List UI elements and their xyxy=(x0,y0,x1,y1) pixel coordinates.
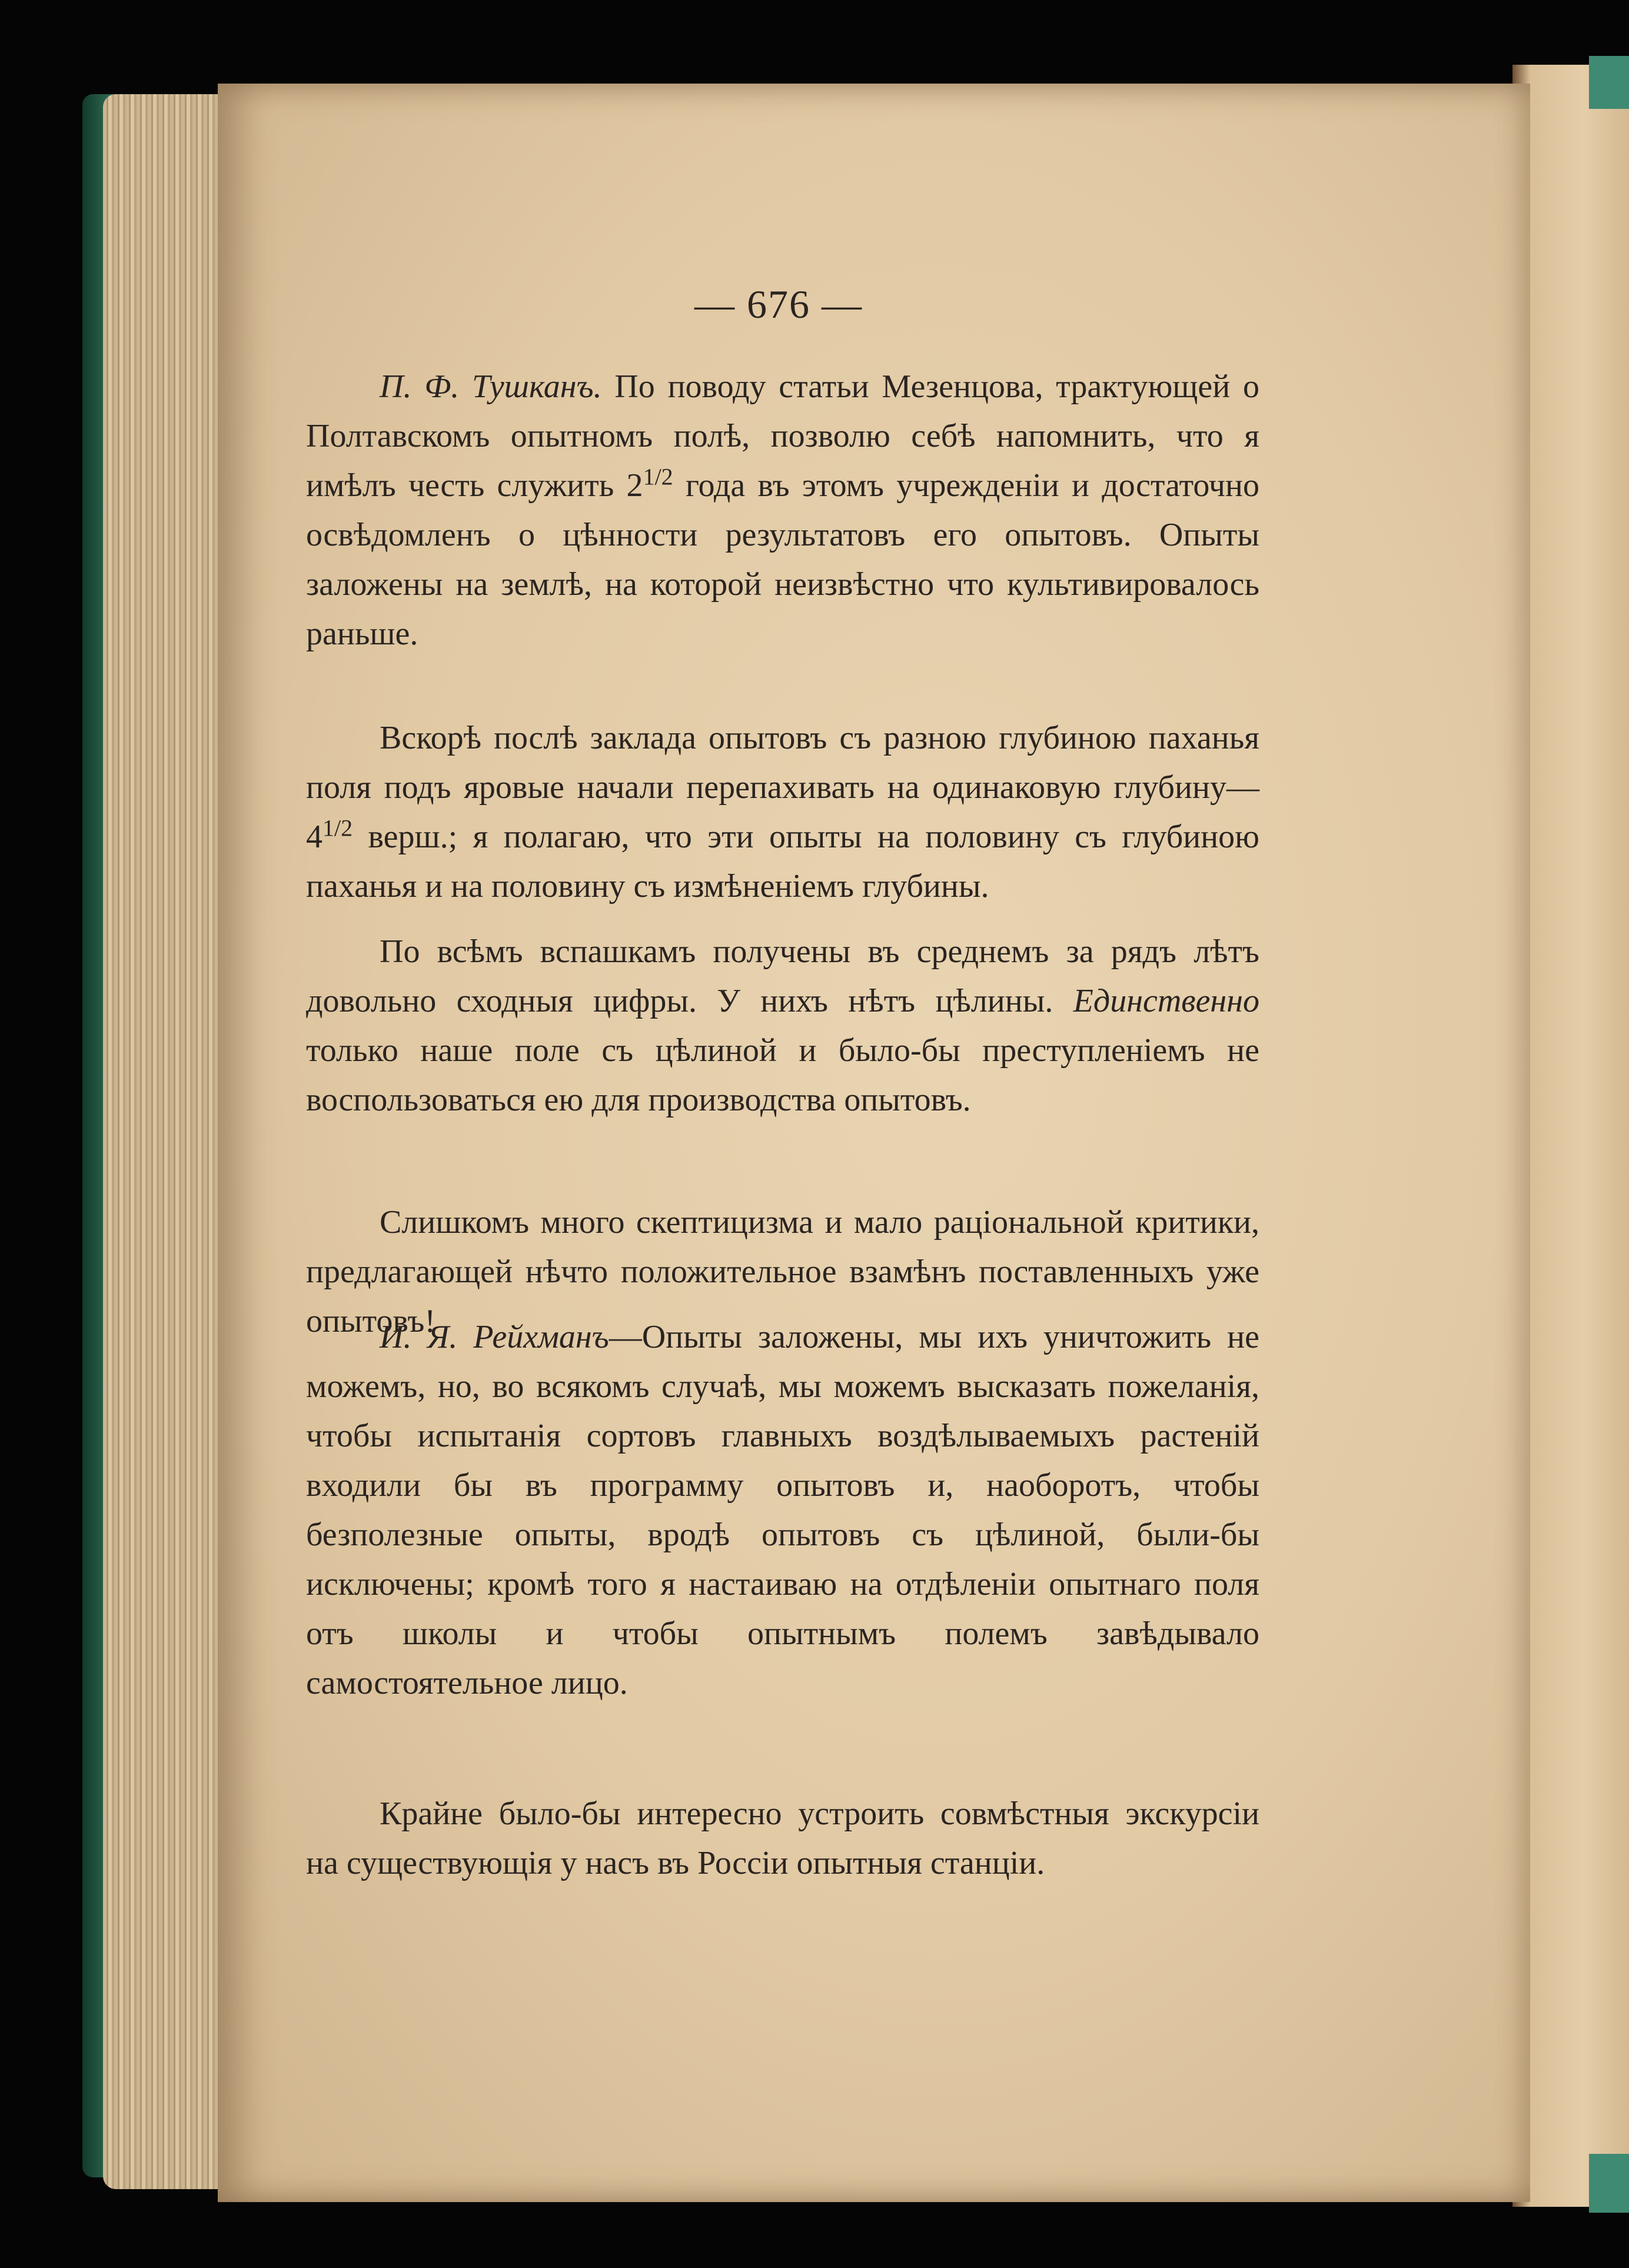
paragraph-text: —Опыты заложены, мы ихъ уничтожить не можемъ, но, во всякомъ случаѣ, мы можемъ высказать пожеланія, чтобы испытанія сортовъ главныхъ воздѣлываемыхъ растеній входили бы въ программу опытовъ и, наоборотъ, чтобы безполезные опыты, вродѣ опытовъ съ цѣлиной, были-бы исключены; кромѣ того я настаиваю на отдѣленіи опытнаго поля отъ школы и чтобы опытнымъ полемъ завѣдывало самостоятельное лицо. xyxy=(306,1319,1259,1701)
fraction: 1/2 xyxy=(643,463,673,490)
page-number: — 676 — xyxy=(694,282,863,327)
paragraph-text: По поводу статьи Мезенцова, трактующей о Полтавскомъ опытномъ полѣ, позволю себѣ напомнить, что я имѣлъ честь служить 2 xyxy=(306,368,1259,504)
paragraph-text: года въ этомъ учрежденіи и достаточно освѣдомленъ о цѣнности результатовъ его опытовъ. Опыты заложены на землѣ, на которой неизвѣстно что культивировалось раньше. xyxy=(306,467,1259,652)
paragraph-text: По всѣмъ вспашкамъ получены въ среднемъ за рядъ лѣтъ довольно сходныя цифры. У нихъ нѣтъ цѣлины. xyxy=(306,933,1259,1019)
fraction: 1/2 xyxy=(323,814,353,842)
cover-corner-bottom xyxy=(1589,2154,1629,2213)
paragraph-text: верш.; я полагаю, что эти опыты на половину съ глубиною паханья и на половину съ измѣненіемъ глубины. xyxy=(306,819,1259,904)
paragraph-reikhman xyxy=(306,1312,1259,1708)
paragraph-text: Вскорѣ послѣ заклада опытовъ съ разною глубиною паханья поля подъ яровые начали перепахивать на одинаковую глубину—4 xyxy=(306,720,1259,855)
cover-corner-top xyxy=(1589,56,1629,109)
paragraph-text: только наше поле съ цѣлиной и было-бы преступленіемъ не воспользоваться ею для производства опытовъ. xyxy=(306,1032,1259,1118)
paragraph-2 xyxy=(306,713,1259,911)
paragraph-3 xyxy=(306,927,1259,1125)
speaker-name: И. Я. Рейхманъ xyxy=(380,1319,609,1355)
speaker-name: П. Ф. Тушканъ. xyxy=(380,368,602,405)
paragraph-tushkan xyxy=(306,362,1259,659)
paragraph-text: Крайне было-бы интересно устроить совмѣстныя экскурсіи на существующія у насъ въ Россіи опытныя станціи. xyxy=(306,1795,1259,1881)
emphasis-text: Единственно xyxy=(1073,983,1259,1019)
paragraph-text: Слишкомъ много скептицизма и мало раціональной критики, предлагающей нѣчто положительное взамѣнъ поставленныхъ уже опытовъ! xyxy=(306,1204,1259,1339)
paragraph-6 xyxy=(306,1789,1259,1888)
